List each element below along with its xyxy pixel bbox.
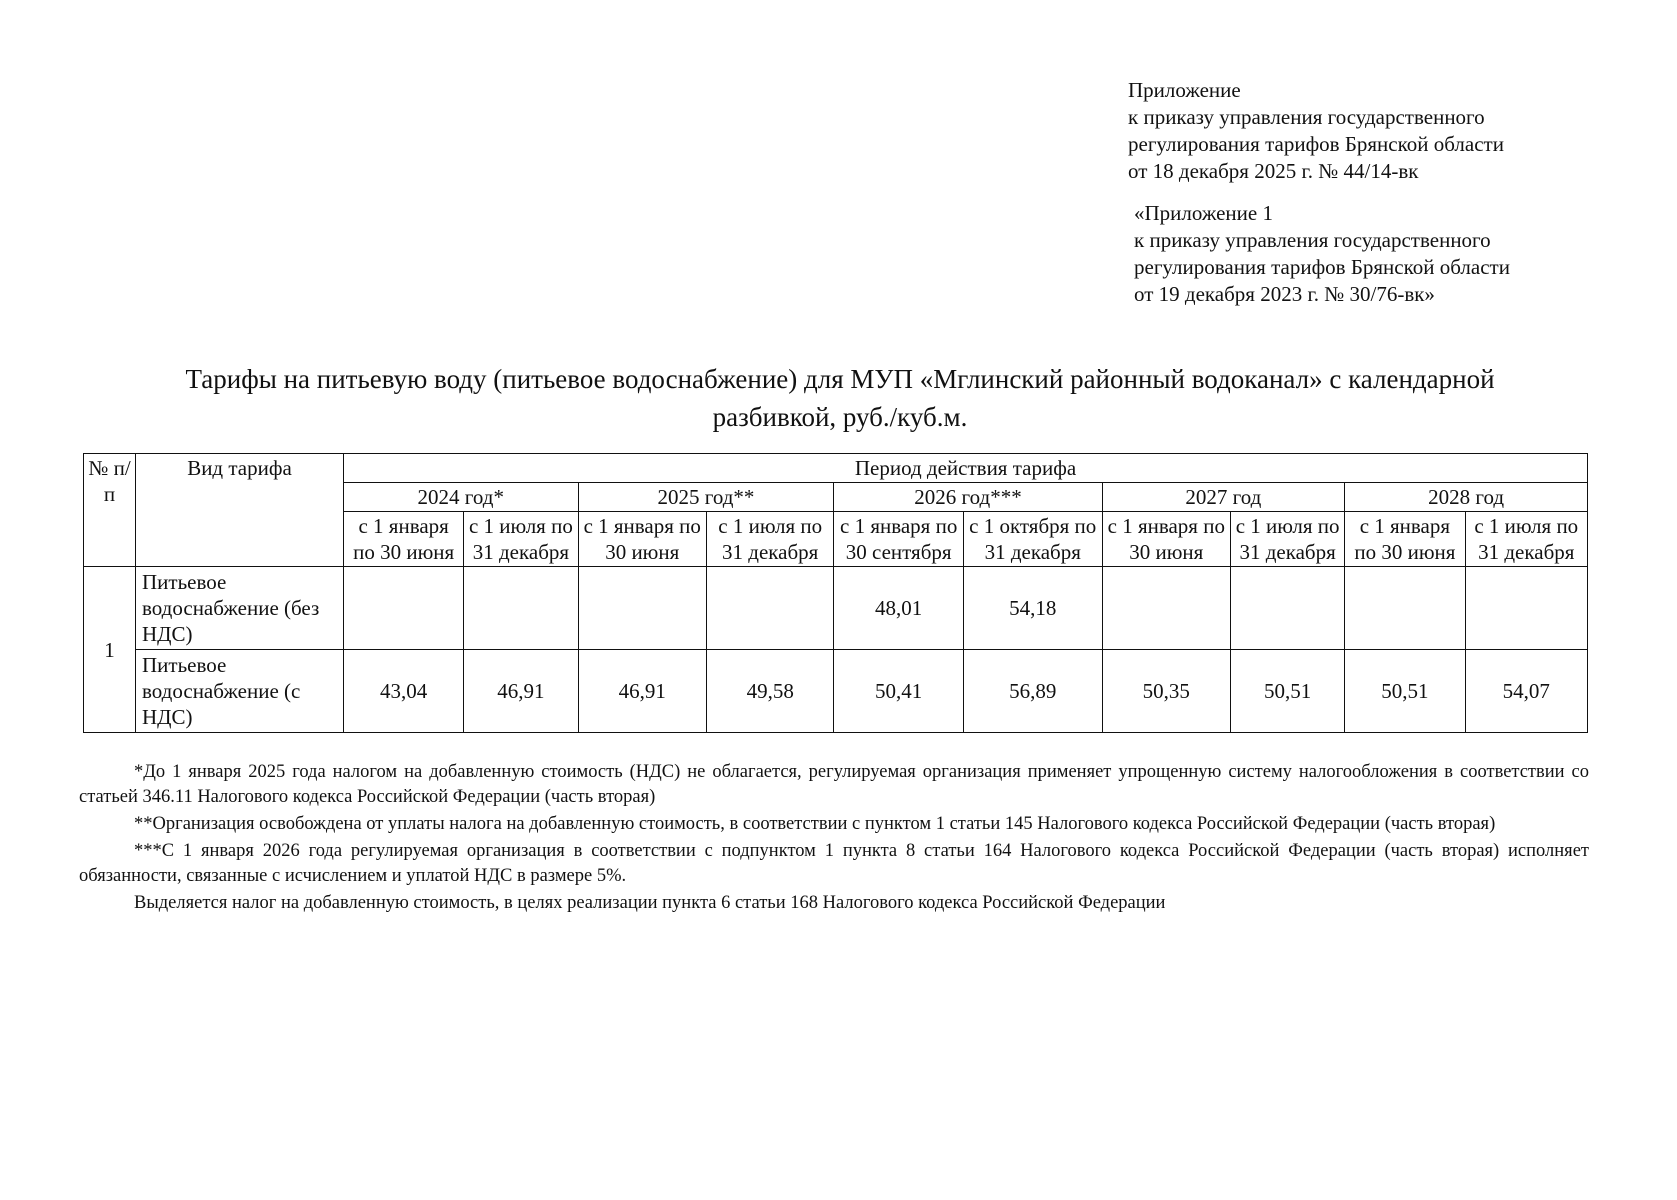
previous-attachment-line: регулирования тарифов Брянской области bbox=[1134, 255, 1510, 279]
header-year: 2025 год** bbox=[578, 483, 834, 512]
previous-attachment-line: к приказу управления государственного bbox=[1134, 228, 1491, 252]
header-period-cell: с 1 января по 30 июня bbox=[1345, 512, 1465, 567]
header-period-cell: с 1 января по 30 июня bbox=[1102, 512, 1230, 567]
footnotes bbox=[79, 760, 1589, 918]
header-period-cell: с 1 января по 30 июня bbox=[344, 512, 464, 567]
row-number: 1 bbox=[84, 567, 136, 733]
attachment-block bbox=[1128, 77, 1628, 185]
tariff-kind: Питьевое водоснабжение (с НДС) bbox=[136, 650, 344, 733]
header-year: 2028 год bbox=[1345, 483, 1588, 512]
footnote: Выделяется налог на добавленную стоимость, в целях реализации пункта 6 статьи 168 Налогового кодекса Российской Федерации bbox=[134, 893, 1166, 913]
document-title bbox=[150, 360, 1530, 436]
tariff-value: 46,91 bbox=[464, 650, 578, 733]
tariff-value bbox=[706, 567, 833, 650]
tariff-value: 50,51 bbox=[1345, 650, 1465, 733]
previous-attachment-line: от 19 декабря 2023 г. № 30/76-вк» bbox=[1134, 282, 1435, 306]
attachment-line: регулирования тарифов Брянской области bbox=[1128, 132, 1504, 156]
tariff-value bbox=[1465, 567, 1587, 650]
attachment-line: к приказу управления государственного bbox=[1128, 105, 1485, 129]
tariff-value: 50,41 bbox=[834, 650, 963, 733]
tariff-value bbox=[1231, 567, 1345, 650]
header-period-cell: с 1 июля по 31 декабря bbox=[706, 512, 833, 567]
header-period-cell: с 1 июля по 31 декабря bbox=[1465, 512, 1587, 567]
tariff-value: 54,07 bbox=[1465, 650, 1587, 733]
header-period: Период действия тарифа bbox=[344, 454, 1588, 483]
footnote: *До 1 января 2025 года налогом на добавленную стоимость (НДС) не облагается, регулируемая организация применяет упрощенную систему налогообложения в соответствии со статьей 346.11 Налогового кодекса Российской Федерации (часть вторая) bbox=[79, 762, 1589, 807]
header-row-1 bbox=[84, 454, 1588, 483]
tariff-value: 50,51 bbox=[1231, 650, 1345, 733]
tariff-value bbox=[578, 567, 706, 650]
previous-attachment-line: «Приложение 1 bbox=[1134, 201, 1273, 225]
attachment-line: Приложение bbox=[1128, 78, 1241, 102]
title-line-1: Тарифы на питьевую воду (питьевое водоснабжение) для МУП «Мглинский районный водоканал» с календарной bbox=[185, 364, 1495, 394]
tariff-value: 56,89 bbox=[963, 650, 1102, 733]
header-period-cell: с 1 января по 30 июня bbox=[578, 512, 706, 567]
tariff-value: 54,18 bbox=[963, 567, 1102, 650]
header-year: 2027 год bbox=[1102, 483, 1345, 512]
header-period-cell: с 1 января по 30 сентября bbox=[834, 512, 963, 567]
tariff-value bbox=[1102, 567, 1230, 650]
tariff-value bbox=[464, 567, 578, 650]
tariff-value: 50,35 bbox=[1102, 650, 1230, 733]
tariff-value bbox=[344, 567, 464, 650]
tariff-value bbox=[1345, 567, 1465, 650]
table-row bbox=[84, 650, 1588, 733]
header-tariff-kind: Вид тарифа bbox=[136, 454, 344, 567]
footnote: ***С 1 января 2026 года регулируемая организация в соответствии с подпунктом 1 пункта 8 статьи 164 Налогового кодекса Российской Федерации (часть вторая) исполняет обязанности, связанные с исчислением и уплатой НДС в размере 5%. bbox=[79, 841, 1589, 886]
footnote: **Организация освобождена от уплаты налога на добавленную стоимость, в соответствии с пунктом 1 статьи 145 Налогового кодекса Российской Федерации (часть вторая) bbox=[134, 814, 1496, 834]
attachment-line: от 18 декабря 2025 г. № 44/14-вк bbox=[1128, 159, 1419, 183]
header-period-cell: с 1 июля по 31 декабря bbox=[464, 512, 578, 567]
tariff-kind: Питьевое водоснабжение (без НДС) bbox=[136, 567, 344, 650]
header-year: 2026 год*** bbox=[834, 483, 1102, 512]
title-line-2: разбивкой, руб./куб.м. bbox=[712, 402, 968, 432]
table-row bbox=[84, 567, 1588, 650]
tariff-value: 43,04 bbox=[344, 650, 464, 733]
header-period-cell: с 1 июля по 31 декабря bbox=[1231, 512, 1345, 567]
header-year: 2024 год* bbox=[344, 483, 579, 512]
header-period-cell: с 1 октября по 31 декабря bbox=[963, 512, 1102, 567]
previous-attachment-block bbox=[1134, 200, 1634, 308]
tariff-value: 49,58 bbox=[706, 650, 833, 733]
tariff-value: 46,91 bbox=[578, 650, 706, 733]
tariff-value: 48,01 bbox=[834, 567, 963, 650]
header-number: № п/п bbox=[84, 454, 136, 567]
tariff-table bbox=[83, 453, 1588, 733]
